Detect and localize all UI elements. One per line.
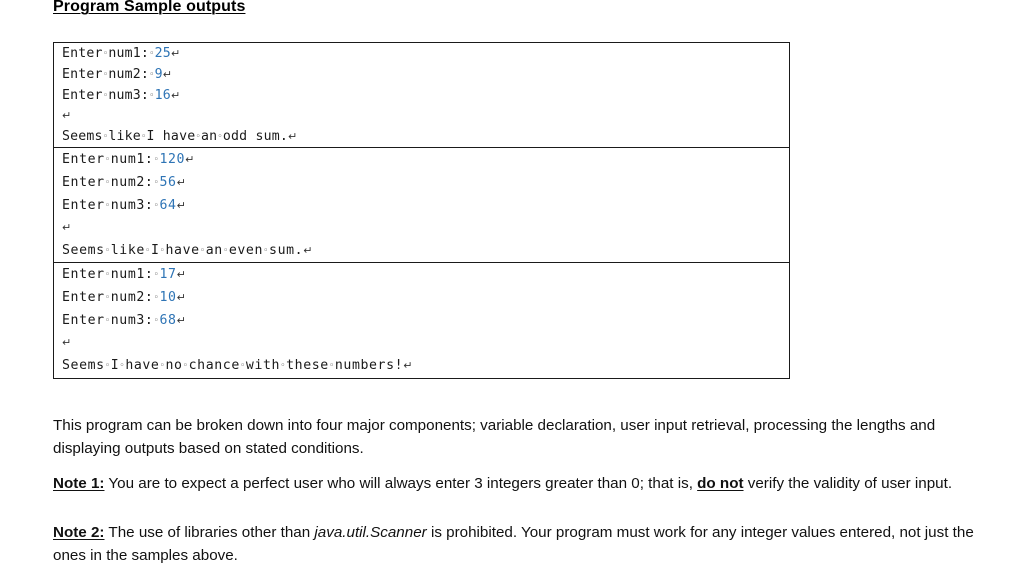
space-marker-icon: ◦ — [119, 361, 126, 372]
space-marker-icon: ◦ — [144, 246, 151, 257]
space-marker-icon: ◦ — [195, 132, 201, 143]
input-line: Enter◦num1:◦120↵ — [62, 152, 195, 167]
space-marker-icon: ◦ — [149, 49, 155, 59]
return-marker-icon: ↵ — [170, 47, 181, 60]
sample-output-block-3 — [54, 263, 789, 378]
space-marker-icon: ◦ — [149, 90, 155, 101]
space-marker-icon: ◦ — [102, 69, 109, 80]
input-value: 16 — [154, 87, 171, 103]
space-marker-icon: ◦ — [104, 270, 111, 280]
space-marker-icon: ◦ — [239, 361, 246, 372]
input-value: 56 — [159, 174, 177, 190]
space-marker-icon: ◦ — [153, 177, 160, 188]
blank-line — [62, 106, 789, 127]
space-marker-icon: ◦ — [149, 69, 155, 80]
input-line: Enter◦num1:◦17↵ — [62, 267, 187, 282]
space-marker-icon: ◦ — [159, 361, 166, 372]
space-marker-icon: ◦ — [153, 200, 160, 211]
page-title: Program Sample outputs — [53, 0, 246, 15]
scanner-class-name: java.util.Scanner — [314, 524, 427, 541]
space-marker-icon: ◦ — [199, 246, 206, 257]
sample-output-block-2 — [54, 148, 789, 263]
input-line: Enter◦num2:◦9↵ — [62, 66, 173, 82]
space-marker-icon: ◦ — [102, 49, 109, 59]
space-marker-icon: ◦ — [104, 292, 111, 303]
return-marker-icon: ↵ — [170, 88, 181, 102]
space-marker-icon: ◦ — [159, 246, 166, 257]
space-marker-icon: ◦ — [104, 246, 111, 257]
space-marker-icon: ◦ — [104, 200, 111, 211]
return-marker-icon: ↵ — [176, 175, 187, 189]
space-marker-icon: ◦ — [153, 155, 160, 165]
intro-paragraph: This program can be broken down into four major components; variable declaration, user input retrieval, processing the lengths and displaying outputs based on stated conditions. — [53, 417, 936, 457]
result-line: Seems◦like◦I have◦an◦odd sum.↵ — [62, 129, 298, 145]
space-marker-icon: ◦ — [280, 361, 287, 372]
input-line: Enter◦num1:◦25↵ — [62, 46, 181, 61]
result-line: Seems◦I◦have◦no◦chance◦with◦these◦numbers!↵ — [62, 358, 414, 374]
space-marker-icon: ◦ — [182, 361, 189, 372]
return-marker-icon: ↵ — [62, 336, 72, 350]
return-marker-icon: ↵ — [185, 153, 195, 166]
return-marker-icon: ↵ — [176, 290, 187, 304]
return-marker-icon: ↵ — [303, 244, 314, 258]
space-marker-icon: ◦ — [104, 315, 111, 326]
space-marker-icon: ◦ — [104, 177, 111, 188]
return-marker-icon: ↵ — [288, 130, 298, 144]
space-marker-icon: ◦ — [102, 132, 109, 143]
note-1-label: Note 1: — [53, 475, 105, 492]
space-marker-icon: ◦ — [153, 270, 160, 280]
input-line: Enter◦num2:◦56↵ — [62, 174, 187, 190]
return-marker-icon: ↵ — [176, 198, 187, 212]
space-marker-icon: ◦ — [140, 132, 147, 143]
return-marker-icon: ↵ — [62, 109, 72, 123]
space-marker-icon: ◦ — [263, 246, 270, 257]
sample-output-block-1 — [54, 43, 789, 148]
blank-line — [62, 217, 789, 240]
space-marker-icon: ◦ — [217, 132, 223, 143]
return-marker-icon: ↵ — [176, 313, 187, 327]
space-marker-icon: ◦ — [328, 361, 335, 372]
input-value: 25 — [154, 46, 171, 61]
note-2-label: Note 2: — [53, 524, 105, 541]
input-value: 17 — [159, 267, 177, 282]
space-marker-icon: ◦ — [222, 246, 229, 257]
input-value: 68 — [159, 312, 177, 328]
input-line: Enter◦num3:◦16↵ — [62, 87, 181, 103]
space-marker-icon: ◦ — [104, 361, 111, 372]
return-marker-icon: ↵ — [162, 67, 173, 81]
space-marker-icon: ◦ — [153, 315, 160, 326]
input-line: Enter◦num3:◦64↵ — [62, 197, 187, 213]
return-marker-icon: ↵ — [176, 268, 187, 281]
input-value: 64 — [159, 197, 177, 213]
input-value: 120 — [159, 152, 186, 167]
space-marker-icon: ◦ — [153, 292, 160, 303]
space-marker-icon: ◦ — [104, 155, 111, 165]
note-1-paragraph: Note 1: You are to expect a perfect user who will always enter 3 integers greater than 0; that is, do not verify the validity of user input. — [53, 475, 953, 492]
input-line: Enter◦num2:◦10↵ — [62, 289, 187, 305]
input-value: 10 — [159, 289, 177, 305]
space-marker-icon: ◦ — [102, 90, 109, 101]
input-value: 9 — [154, 66, 163, 82]
blank-line — [62, 332, 789, 355]
sample-output-table — [53, 42, 790, 379]
return-marker-icon: ↵ — [403, 359, 414, 373]
return-marker-icon: ↵ — [62, 221, 72, 235]
do-not-emphasis: do not — [697, 475, 744, 492]
note-2-paragraph: Note 2: The use of libraries other than java.util.Scanner is prohibited. Your program must work for any integer values entered, not just the ones in the samples above. — [53, 524, 974, 564]
result-line: Seems◦like◦I◦have◦an◦even◦sum.↵ — [62, 243, 314, 259]
input-line: Enter◦num3:◦68↵ — [62, 312, 187, 328]
